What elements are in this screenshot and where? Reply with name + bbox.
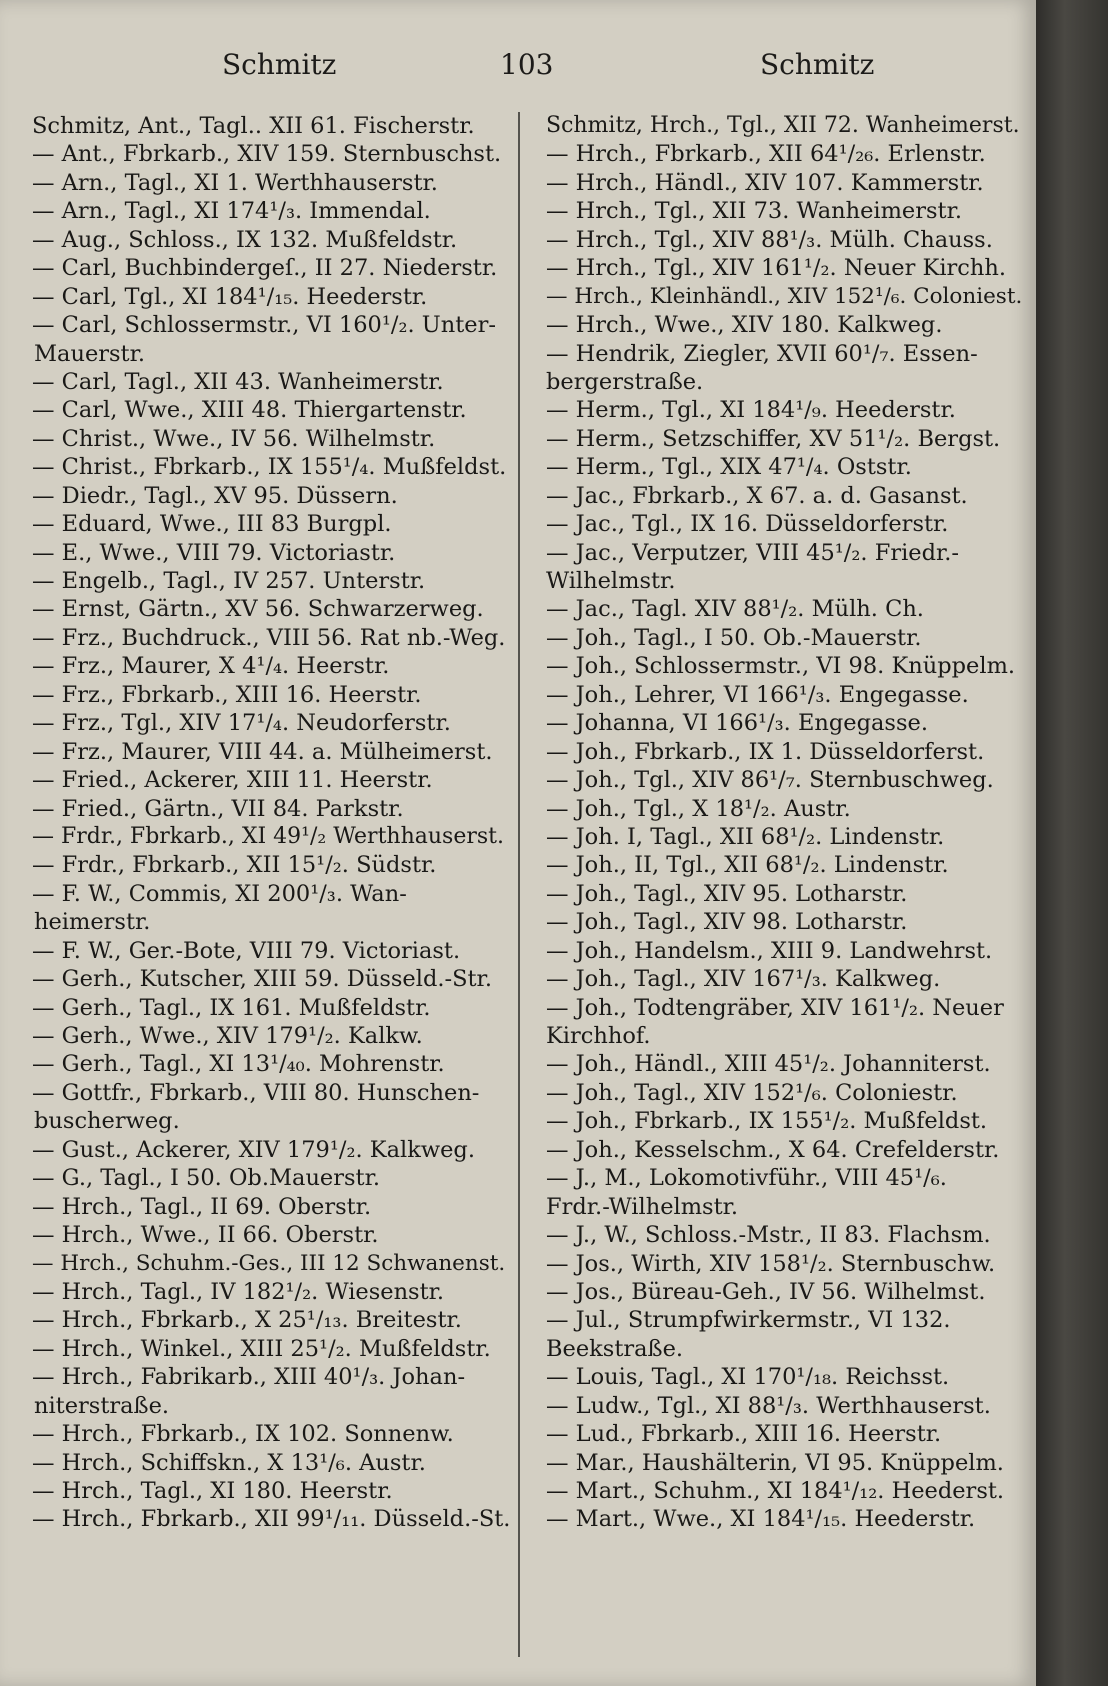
directory-entry-line: Wilhelmstr. xyxy=(546,568,676,594)
directory-entry-line: — Joh. I, Tagl., XII 68¹/₂. Lindenstr. xyxy=(546,823,945,850)
directory-entry-line: — Gerh., Tagl., IX 161. Mußfeldstr. xyxy=(32,994,431,1021)
directory-entry-line: — Louis, Tagl., XI 170¹/₁₈. Reichsst. xyxy=(546,1364,950,1391)
directory-entry-line: — Gerh., Kutscher, XIII 59. Düsseld.-Str. xyxy=(32,966,492,993)
directory-entry-line: — Joh., Tagl., I 50. Ob.-Mauerstr. xyxy=(546,624,922,651)
directory-entry-line: bergerstraße. xyxy=(546,368,704,395)
directory-entry-line: — Ernst, Gärtn., XV 56. Schwarzerweg. xyxy=(32,596,484,623)
directory-entry-line: — Hrch., Wwe., II 66. Oberstr. xyxy=(32,1222,379,1249)
directory-entry-line: — Joh., Fbrkarb., IX 1. Düsseldorferst. xyxy=(546,738,985,765)
directory-entry-line: — Carl, Wwe., XIII 48. Thiergartenstr. xyxy=(32,397,467,424)
directory-entry-line: — F. W., Commis, XI 200¹/₃. Wan- xyxy=(32,880,407,907)
directory-entry-line: — Hrch., Tgl., XIV 161¹/₂. Neuer Kirchh. xyxy=(546,255,1007,282)
directory-entry-line: — Gottfr., Fbrkarb., VIII 80. Hunschen- xyxy=(32,1079,480,1106)
directory-entry-line: niterstraße. xyxy=(34,1392,170,1419)
directory-entry-line: — Hrch., Fabrikarb., XIII 40¹/₃. Johan- xyxy=(32,1364,466,1391)
directory-entry-line: Schmitz, Hrch., Tgl., XII 72. Wanheimerst. xyxy=(546,113,1020,138)
directory-entry-line: — Hrch., Fbrkarb., XII 99¹/₁₁. Düsseld.-St. xyxy=(32,1506,511,1533)
directory-entry-line: — Fried., Ackerer, XIII 11. Heerstr. xyxy=(32,767,433,794)
directory-entry-line: — J., M., Lokomotivführ., VIII 45¹/₆. xyxy=(546,1165,947,1192)
directory-entry-line: — Hrch., Tagl., IV 182¹/₂. Wiesenstr. xyxy=(32,1278,445,1305)
directory-entry-line: — Hrch., Tagl., XI 180. Heerstr. xyxy=(32,1478,393,1504)
directory-entry-line: — Lud., Fbrkarb., XIII 16. Heerstr. xyxy=(546,1421,942,1448)
directory-entry-line: — Carl, Tagl., XII 43. Wanheimerstr. xyxy=(32,368,444,395)
directory-entry-line: — Joh., Kesselschm., X 64. Crefelderstr. xyxy=(546,1136,1000,1163)
column-divider xyxy=(518,112,520,1657)
book-edge xyxy=(1036,0,1108,1686)
directory-entry-line: — Joh., Tgl., XIV 86¹/₇. Sternbuschweg. xyxy=(546,767,994,794)
directory-entry-line: — Herm., Tgl., XI 184¹/₉. Heederstr. xyxy=(546,397,956,424)
directory-entry-line: — Arn., Tagl., XI 174¹/₃. Immendal. xyxy=(32,198,431,225)
directory-entry-line: — Jac., Verputzer, VIII 45¹/₂. Friedr.- xyxy=(546,539,960,566)
directory-entry-line: — Hrch., Tagl., II 69. Oberstr. xyxy=(32,1193,372,1220)
directory-entry-line: — Joh., Tgl., X 18¹/₂. Austr. xyxy=(546,795,851,822)
directory-entry-line: — Joh., Lehrer, VI 166¹/₃. Engegasse. xyxy=(546,681,969,708)
directory-entry-line: — Joh., Händl., XIII 45¹/₂. Johanniterst. xyxy=(546,1051,991,1078)
directory-entry-line: — Engelb., Tagl., IV 257. Unterstr. xyxy=(32,568,426,594)
directory-entry-line: — Joh., II, Tgl., XII 68¹/₂. Lindenstr. xyxy=(546,852,949,879)
directory-entry-line: — Herm., Setzschiffer, XV 51¹/₂. Bergst. xyxy=(546,425,1001,452)
directory-entry-line: — Joh., Fbrkarb., IX 155¹/₂. Mußfeldst. xyxy=(546,1108,988,1135)
directory-entry-line: — Ant., Fbrkarb., XIV 159. Sternbuschst. xyxy=(32,141,502,168)
directory-entry-line: Beekstraße. xyxy=(546,1335,684,1362)
directory-entry-line: — Christ., Wwe., IV 56. Wilhelmstr. xyxy=(32,425,436,452)
header-right-name: Schmitz xyxy=(760,48,875,81)
directory-entry-line: — Frdr., Fbrkarb., XII 15¹/₂. Südstr. xyxy=(32,852,437,879)
directory-entry-line: — Joh., Tagl., XIV 98. Lotharstr. xyxy=(546,909,908,936)
directory-entry-line: Mauerstr. xyxy=(34,340,146,367)
left-column xyxy=(32,112,514,1534)
directory-entry-line: — Jos., Büreau-Geh., IV 56. Wilhelmst. xyxy=(546,1278,986,1305)
directory-entry-line: — Mart., Wwe., XI 184¹/₁₅. Heederstr. xyxy=(546,1506,976,1533)
directory-entry-line: — Diedr., Tagl., XV 95. Düssern. xyxy=(32,482,398,509)
directory-entry-line: — Frz., Buchdruck., VIII 56. Rat nb.-Weg. xyxy=(32,624,506,651)
directory-entry-line: — Frz., Maurer, VIII 44. a. Mülheimerst. xyxy=(32,738,493,765)
directory-entry-line: — Carl, Schlossermstr., VI 160¹/₂. Unter- xyxy=(32,312,496,339)
directory-entry-line: Frdr.-Wilhelmstr. xyxy=(546,1193,739,1220)
directory-entry-line: — Hrch., Kleinhändl., XIV 152¹/₆. Coloniest. xyxy=(546,283,1023,309)
page-number: 103 xyxy=(500,48,554,81)
directory-entry-line: — Carl, Buchbindergeſ., II 27. Niederstr. xyxy=(32,255,498,282)
directory-entry-line: buscherweg. xyxy=(34,1108,180,1135)
directory-entry-line: heimerstr. xyxy=(34,909,151,936)
directory-entry-line: — Gust., Ackerer, XIV 179¹/₂. Kalkweg. xyxy=(32,1136,475,1163)
directory-entry-line: — Hrch., Wwe., XIV 180. Kalkweg. xyxy=(546,312,943,339)
directory-entry-line: — Hrch., Schiffskn., X 13¹/₆. Austr. xyxy=(32,1449,426,1476)
directory-entry-line: Kirchhof. xyxy=(546,1023,651,1049)
directory-entry-line: — Eduard, Wwe., III 83 Burgpl. xyxy=(32,511,392,538)
directory-entry-line: — Hrch., Fbrkarb., X 25¹/₁₃. Breitestr. xyxy=(32,1307,462,1334)
directory-entry-line: — Aug., Schloss., IX 132. Mußfeldstr. xyxy=(32,226,458,253)
directory-entry-line: — Christ., Fbrkarb., IX 155¹/₄. Mußfeldst. xyxy=(32,454,507,481)
directory-entry-line: — Hrch., Schuhm.-Ges., III 12 Schwanenst. xyxy=(32,1250,506,1276)
directory-entry-line: — Mart., Schuhm., XI 184¹/₁₂. Heederst. xyxy=(546,1478,1005,1504)
header-left-name: Schmitz xyxy=(222,48,337,81)
directory-entry-line: — Joh., Tagl., XIV 95. Lotharstr. xyxy=(546,880,908,907)
directory-entry-line: — Jac., Tgl., IX 16. Düsseldorferstr. xyxy=(546,511,949,538)
directory-entry-line: — Ludw., Tgl., XI 88¹/₃. Werthhauserst. xyxy=(546,1392,991,1419)
directory-entry-line: — Joh., Schlossermstr., VI 98. Knüppelm. xyxy=(546,653,1016,680)
directory-entry-line: — J., W., Schloss.-Mstr., II 83. Flachsm. xyxy=(546,1222,991,1249)
directory-entry-line: — Hrch., Tgl., XIV 88¹/₃. Mülh. Chauss. xyxy=(546,226,993,253)
directory-entry-line: — Jac., Fbrkarb., X 67. a. d. Gasanst. xyxy=(546,482,968,509)
directory-entry-line: — G., Tagl., I 50. Ob.Mauerstr. xyxy=(32,1165,381,1192)
directory-entry-line: — Fried., Gärtn., VII 84. Parkstr. xyxy=(32,795,404,822)
page-header xyxy=(0,40,1036,90)
directory-entry-line: — Joh., Handelsm., XIII 9. Landwehrst. xyxy=(546,937,993,964)
directory-entry-line: — Hrch., Fbrkarb., XII 64¹/₂₆. Erlenstr. xyxy=(546,141,986,168)
directory-entry-line: — Joh., Tagl., XIV 152¹/₆. Coloniestr. xyxy=(546,1079,958,1106)
directory-entry-line: — Frdr., Fbrkarb., XI 49¹/₂ Werthhauserst. xyxy=(32,823,504,849)
right-column xyxy=(546,112,1024,1534)
directory-entry-line: — Jac., Tagl. XIV 88¹/₂. Mülh. Ch. xyxy=(546,596,924,623)
directory-entry-line: — Herm., Tgl., XIX 47¹/₄. Oststr. xyxy=(546,454,912,481)
directory-entry-line: Schmitz, Ant., Tagl.. XII 61. Fischerstr. xyxy=(32,113,475,139)
directory-entry-line: — E., Wwe., VIII 79. Victoriastr. xyxy=(32,539,396,566)
directory-entry-line: — Johanna, VI 166¹/₃. Engegasse. xyxy=(546,710,928,737)
directory-entry-line: — Hrch., Tgl., XII 73. Wanheimerstr. xyxy=(546,198,963,225)
directory-entry-line: — Hrch., Händl., XIV 107. Kammerstr. xyxy=(546,169,984,196)
directory-entry-line: — Frz., Fbrkarb., XIII 16. Heerstr. xyxy=(32,681,422,708)
directory-entry-line: — F. W., Ger.-Bote, VIII 79. Victoriast. xyxy=(32,937,461,964)
directory-entry-line: — Frz., Tgl., XIV 17¹/₄. Neudorferstr. xyxy=(32,710,451,737)
directory-entry-line: — Hrch., Fbrkarb., IX 102. Sonnenw. xyxy=(32,1421,454,1448)
directory-entry-line: — Gerh., Tagl., XI 13¹/₄₀. Mohrenstr. xyxy=(32,1051,445,1078)
directory-entry-line: — Arn., Tagl., XI 1. Werthhauserstr. xyxy=(32,169,438,196)
directory-entry-line: — Joh., Tagl., XIV 167¹/₃. Kalkweg. xyxy=(546,966,941,993)
directory-entry-line: — Hendrik, Ziegler, XVII 60¹/₇. Essen- xyxy=(546,340,978,367)
directory-entry-line: — Jos., Wirth, XIV 158¹/₂. Sternbuschw. xyxy=(546,1250,996,1277)
directory-entry-line: — Gerh., Wwe., XIV 179¹/₂. Kalkw. xyxy=(32,1023,423,1049)
directory-entry-line: — Mar., Haushälterin, VI 95. Knüppelm. xyxy=(546,1449,1004,1476)
directory-entry-line: — Hrch., Winkel., XIII 25¹/₂. Mußfeldstr. xyxy=(32,1335,491,1362)
directory-entry-line: — Carl, Tgl., XI 184¹/₁₅. Heederstr. xyxy=(32,283,428,310)
directory-entry-line: — Frz., Maurer, X 4¹/₄. Heerstr. xyxy=(32,653,390,680)
directory-entry-line: — Joh., Todtengräber, XIV 161¹/₂. Neuer xyxy=(546,994,1004,1021)
directory-entry-line: — Jul., Strumpfwirkermstr., VI 132. xyxy=(546,1307,951,1334)
